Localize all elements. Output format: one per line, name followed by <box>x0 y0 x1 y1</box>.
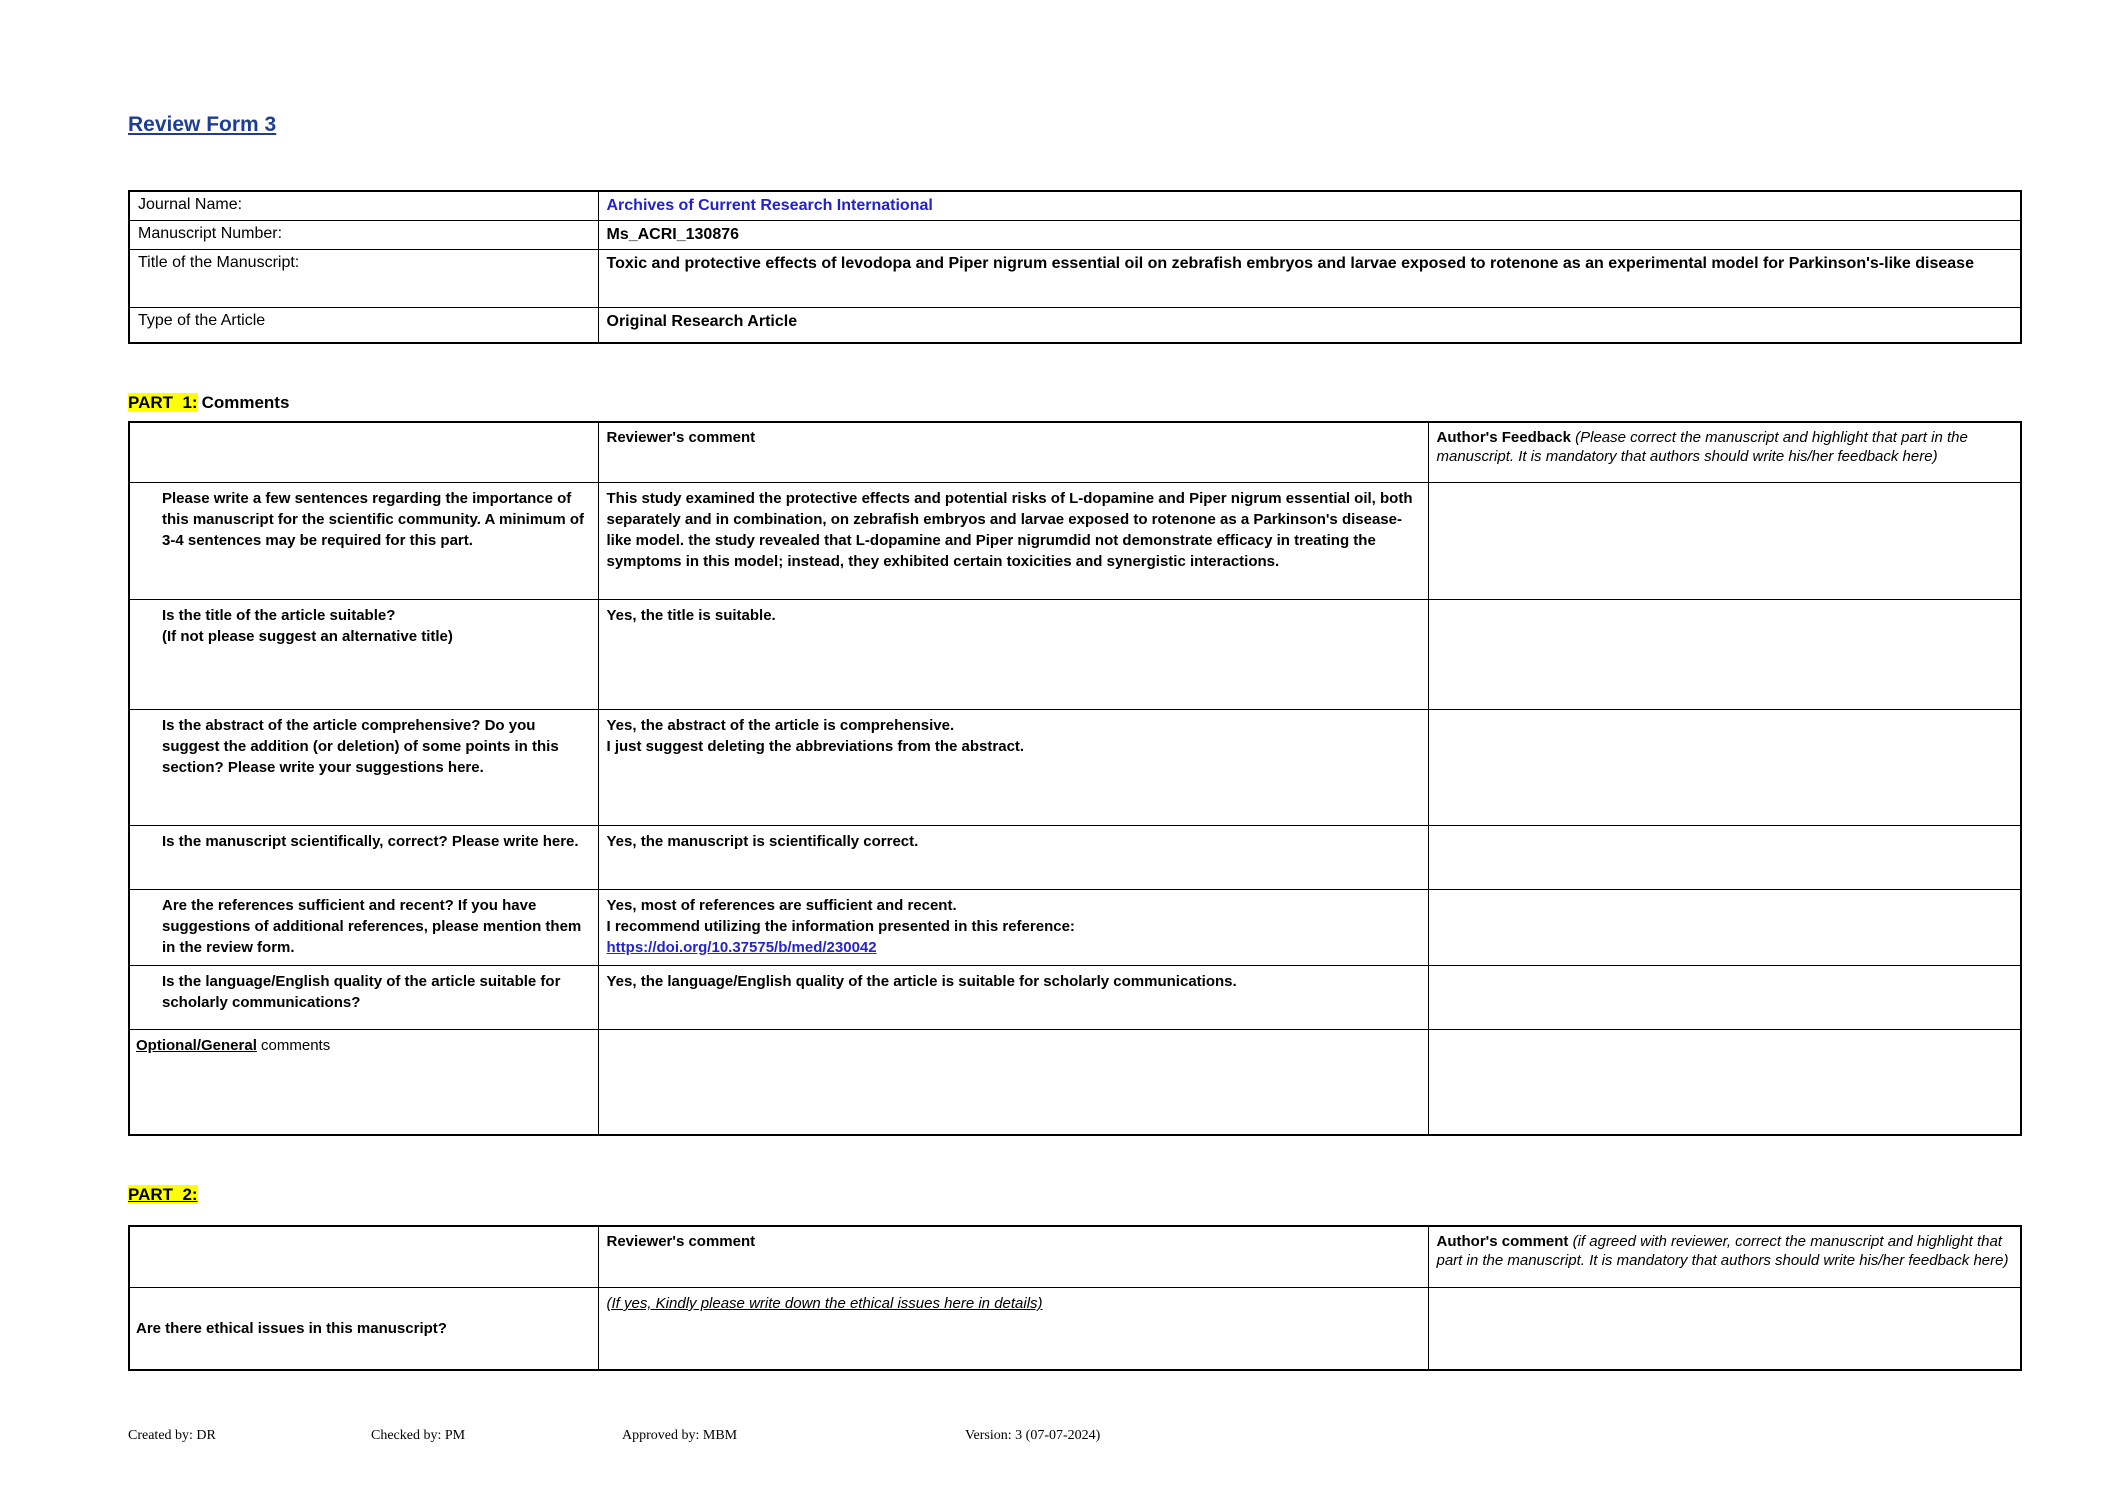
scientific-reviewer-comment: Yes, the manuscript is scientifically correct. <box>598 826 1428 890</box>
importance-reviewer-comment: This study examined the protective effects and potential risks of L-dopamine and Piper nigrum essential oil, both separately and in combination, on zebrafish embryos and larvae exposed to rotenone as a Parkinson's disease-like model. the study revealed that L-dopamine and Piper nigrumdid not demonstrate efficacy in treating the symptoms in this model; instead, they exhibited certain toxicities and synergistic interactions. <box>598 483 1428 600</box>
table-row <box>129 250 2021 308</box>
manuscript-title-value: Toxic and protective effects of levodopa and Piper nigrum essential oil on zebrafish embryos and larvae exposed to rotenone as an experimental model for Parkinson's-like disease <box>598 250 2021 308</box>
optional-author-feedback-cell <box>1428 1030 2021 1135</box>
scientific-question: Is the manuscript scientifically, correct? Please write here. <box>129 826 598 890</box>
part1-heading-highlight: PART 1: <box>128 392 198 412</box>
part2-header-row <box>129 1226 2021 1288</box>
manuscript-info-table <box>128 190 2022 344</box>
part2-header-author <box>1428 1226 2021 1288</box>
part2-header-author-note: (if agreed with reviewer, correct the manuscript and highlight that part in the manuscript. It is mandatory that authors should write his/her feedback here) <box>1436 1232 2009 1269</box>
ethics-comment-note: (If yes, Kindly please write down the ethical issues here in details) <box>606 1295 1043 1312</box>
optional-comments-label-rest: comments <box>256 1037 331 1054</box>
row-importance <box>129 483 2021 600</box>
ethics-reviewer-comment <box>598 1288 1428 1370</box>
ethics-question: Are there ethical issues in this manuscript? <box>129 1288 598 1370</box>
part2-header-empty-cell <box>129 1226 598 1288</box>
importance-question: Please write a few sentences regarding the importance of this manuscript for the scientific community. A minimum of 3-4 sentences may be required for this part. <box>129 483 598 600</box>
footer-version: Version: 3 (07-07-2024) <box>965 1428 1101 1443</box>
row-scientific <box>129 826 2021 890</box>
table-row <box>129 308 2021 343</box>
references-comment-line2: I recommend utilizing the information presented in this reference: <box>606 918 1075 935</box>
journal-name-label: Journal Name: <box>129 191 598 221</box>
optional-comments-label-emphasis: Optional/General <box>136 1037 257 1054</box>
optional-comments-label <box>129 1030 598 1135</box>
part2-heading <box>128 1182 2020 1208</box>
row-optional-comments <box>129 1030 2021 1135</box>
part2-table <box>128 1225 2022 1371</box>
title-suitable-question-line2: (If not please suggest an alternative title) <box>162 628 453 645</box>
ethics-author-comment-cell <box>1428 1288 2021 1370</box>
part1-header-author-note: (Please correct the manuscript and highlight that part in the manuscript. It is mandatory that authors should write his/her feedback here) <box>1436 428 1968 465</box>
part1-header-reviewer: Reviewer's comment <box>598 422 1428 483</box>
scientific-author-feedback-cell <box>1428 826 2021 890</box>
references-comment-line1: Yes, most of references are sufficient and recent. <box>606 897 957 914</box>
part1-comments-table <box>128 421 2022 1136</box>
importance-author-feedback-cell <box>1428 483 2021 600</box>
part1-header-row <box>129 422 2021 483</box>
article-type-value: Original Research Article <box>598 308 2021 343</box>
page-title: Review Form 3 <box>128 113 277 136</box>
row-title-suitable <box>129 600 2021 710</box>
title-suitable-author-feedback-cell <box>1428 600 2021 710</box>
part1-heading <box>128 390 2020 416</box>
part2-header-author-title: Author's comment <box>1436 1232 1569 1250</box>
abstract-author-feedback-cell <box>1428 710 2021 826</box>
references-reviewer-comment <box>598 890 1428 966</box>
row-language <box>129 966 2021 1030</box>
footer-created-by: Created by: DR <box>128 1428 216 1443</box>
doi-reference-link[interactable]: https://doi.org/10.37575/b/med/230042 <box>606 939 877 956</box>
manuscript-title-label: Title of the Manuscript: <box>129 250 598 308</box>
table-row <box>129 221 2021 250</box>
part1-header-empty-cell <box>129 422 598 483</box>
abstract-comment-line1: Yes, the abstract of the article is comprehensive. <box>606 717 955 734</box>
language-reviewer-comment: Yes, the language/English quality of the article is suitable for scholarly communications. <box>598 966 1428 1030</box>
abstract-question: Is the abstract of the article comprehensive? Do you suggest the addition (or deletion) of some points in this section? Please write your suggestions here. <box>129 710 598 826</box>
row-references <box>129 890 2021 966</box>
part2-header-reviewer: Reviewer's comment <box>598 1226 1428 1288</box>
title-suitable-question <box>129 600 598 710</box>
part1-header-author-title: Author's Feedback <box>1436 428 1571 446</box>
footer-approved-by: Approved by: MBM <box>622 1428 738 1443</box>
language-question: Is the language/English quality of the article suitable for scholarly communications? <box>129 966 598 1030</box>
manuscript-number-value: Ms_ACRI_130876 <box>598 221 2021 250</box>
optional-reviewer-comment-cell <box>598 1030 1428 1135</box>
journal-name-value: Archives of Current Research International <box>598 191 2021 221</box>
row-ethics <box>129 1288 2021 1370</box>
title-suitable-question-line1: Is the title of the article suitable? <box>162 607 396 624</box>
article-type-label: Type of the Article <box>129 308 598 343</box>
title-suitable-reviewer-comment: Yes, the title is suitable. <box>598 600 1428 710</box>
part1-header-author <box>1428 422 2021 483</box>
abstract-reviewer-comment <box>598 710 1428 826</box>
footer <box>128 1428 2020 1448</box>
manuscript-number-label: Manuscript Number: <box>129 221 598 250</box>
references-author-feedback-cell <box>1428 890 2021 966</box>
language-author-feedback-cell <box>1428 966 2021 1030</box>
abstract-comment-line2: I just suggest deleting the abbreviations from the abstract. <box>606 738 1025 755</box>
references-question: Are the references sufficient and recent? If you have suggestions of additional references, please mention them in the review form. <box>129 890 598 966</box>
part1-heading-rest: Comments <box>201 392 290 412</box>
row-abstract <box>129 710 2021 826</box>
part2-heading-highlight: PART 2: <box>128 1184 198 1204</box>
table-row <box>129 191 2021 221</box>
footer-checked-by: Checked by: PM <box>371 1428 466 1443</box>
